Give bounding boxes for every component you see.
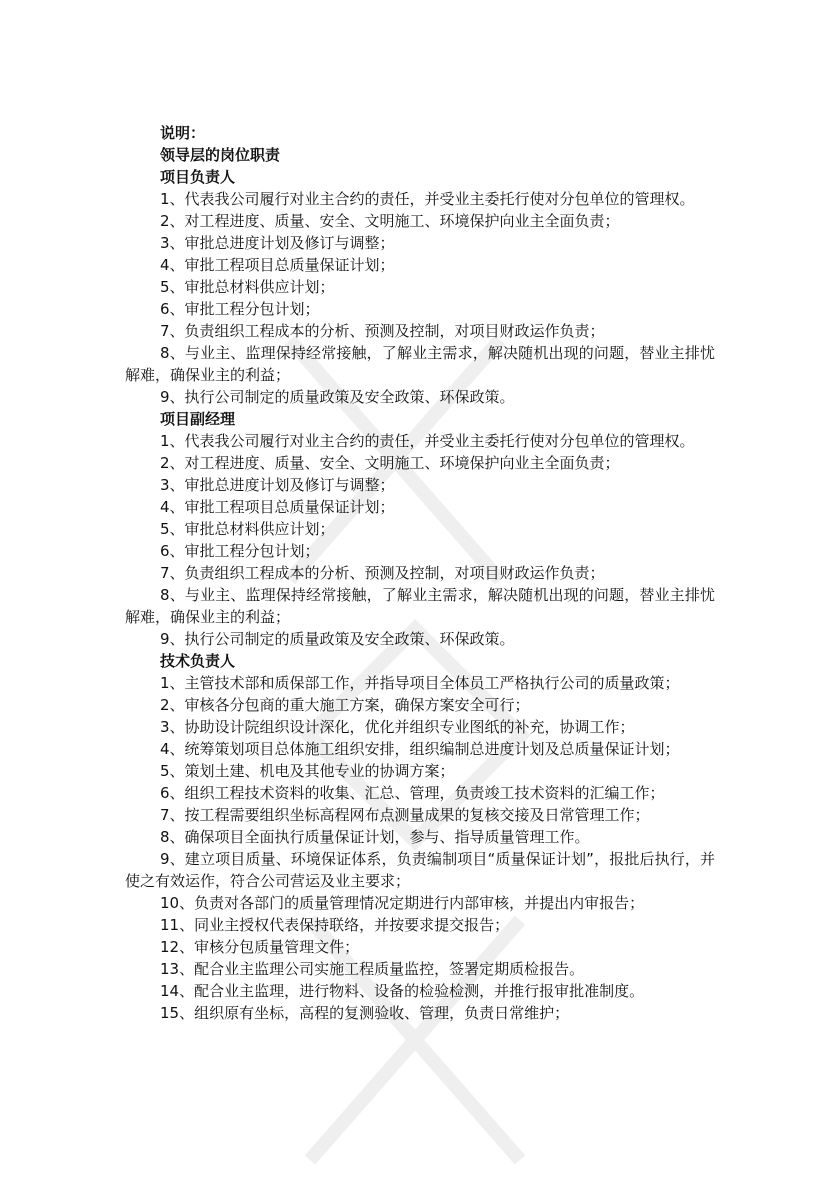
document-body bbox=[125, 122, 715, 1024]
list-item: 1、代表我公司履行对业主合约的责任，并受业主委托行使对分包单位的管理权。 bbox=[160, 190, 695, 208]
list-item: 5、策划土建、机电及其他专业的协调方案； bbox=[160, 762, 455, 780]
list-item: 6、审批工程分包计划； bbox=[160, 300, 320, 318]
section-deputy-manager bbox=[125, 408, 715, 650]
list-item: 4、审批工程项目总质量保证计划； bbox=[160, 498, 395, 516]
list-item: 11、同业主授权代表保持联络，并按要求提交报告； bbox=[160, 916, 510, 934]
section-technical-lead bbox=[125, 650, 715, 1024]
list-item: 7、按工程需要组织坐标高程网布点测量成果的复核交接及日常管理工作； bbox=[160, 806, 650, 824]
list-item: 8、与业主、监理保持经常接触，了解业主需求，解决随机出现的问题，替业主排忧解难，确保业主的利益； bbox=[125, 344, 715, 384]
list-item: 3、审批总进度计划及修订与调整； bbox=[160, 476, 395, 494]
list-item: 2、对工程进度、质量、安全、文明施工、环境保护向业主全面负责； bbox=[160, 212, 620, 230]
document-title: 说明： bbox=[160, 124, 206, 142]
section-heading: 项目副经理 bbox=[160, 410, 236, 428]
list-item: 8、确保项目全面执行质量保证计划，参与、指导质量管理工作。 bbox=[160, 828, 590, 846]
list-item: 9、建立项目质量、环境保证体系，负责编制项目“质量保证计划”，报批后执行，并使之有效运作，符合公司营运及业主要求； bbox=[125, 850, 715, 890]
list-item: 8、与业主、监理保持经常接触，了解业主需求，解决随机出现的问题，替业主排忧解难，确保业主的利益； bbox=[125, 586, 715, 626]
list-item: 6、组织工程技术资料的收集、汇总、管理，负责竣工技术资料的汇编工作； bbox=[160, 784, 665, 802]
list-item: 3、审批总进度计划及修订与调整； bbox=[160, 234, 395, 252]
document-subtitle: 领导层的岗位职责 bbox=[160, 146, 281, 164]
list-item: 3、协助设计院组织设计深化，优化并组织专业图纸的补充，协调工作； bbox=[160, 718, 635, 736]
section-project-manager bbox=[125, 166, 715, 408]
list-item: 14、配合业主监理，进行物料、设备的检验检测，并推行报审批准制度。 bbox=[160, 982, 645, 1000]
list-item: 2、审核各分包商的重大施工方案，确保方案安全可行； bbox=[160, 696, 530, 714]
list-item: 4、统筹策划项目总体施工组织安排，组织编制总进度计划及总质量保证计划； bbox=[160, 740, 680, 758]
list-item: 13、配合业主监理公司实施工程质量监控，签署定期质检报告。 bbox=[160, 960, 585, 978]
list-item: 1、主管技术部和质保部工作，并指导项目全体员工严格执行公司的质量政策； bbox=[160, 674, 680, 692]
section-heading: 项目负责人 bbox=[160, 168, 236, 186]
list-item: 7、负责组织工程成本的分析、预测及控制，对项目财政运作负责； bbox=[160, 564, 605, 582]
list-item: 5、审批总材料供应计划； bbox=[160, 278, 335, 296]
list-item: 7、负责组织工程成本的分析、预测及控制，对项目财政运作负责； bbox=[160, 322, 605, 340]
list-item: 6、审批工程分包计划； bbox=[160, 542, 320, 560]
list-item: 15、组织原有坐标，高程的复测验收、管理，负责日常维护； bbox=[160, 1004, 570, 1022]
list-item: 9、执行公司制定的质量政策及安全政策、环保政策。 bbox=[160, 388, 515, 406]
list-item: 4、审批工程项目总质量保证计划； bbox=[160, 256, 395, 274]
list-item: 2、对工程进度、质量、安全、文明施工、环境保护向业主全面负责； bbox=[160, 454, 620, 472]
list-item: 1、代表我公司履行对业主合约的责任，并受业主委托行使对分包单位的管理权。 bbox=[160, 432, 695, 450]
list-item: 10、负责对各部门的质量管理情况定期进行内部审核，并提出内审报告； bbox=[160, 894, 645, 912]
list-item: 12、审核分包质量管理文件； bbox=[160, 938, 360, 956]
section-heading: 技术负责人 bbox=[160, 652, 236, 670]
list-item: 5、审批总材料供应计划； bbox=[160, 520, 335, 538]
list-item: 9、执行公司制定的质量政策及安全政策、环保政策。 bbox=[160, 630, 515, 648]
